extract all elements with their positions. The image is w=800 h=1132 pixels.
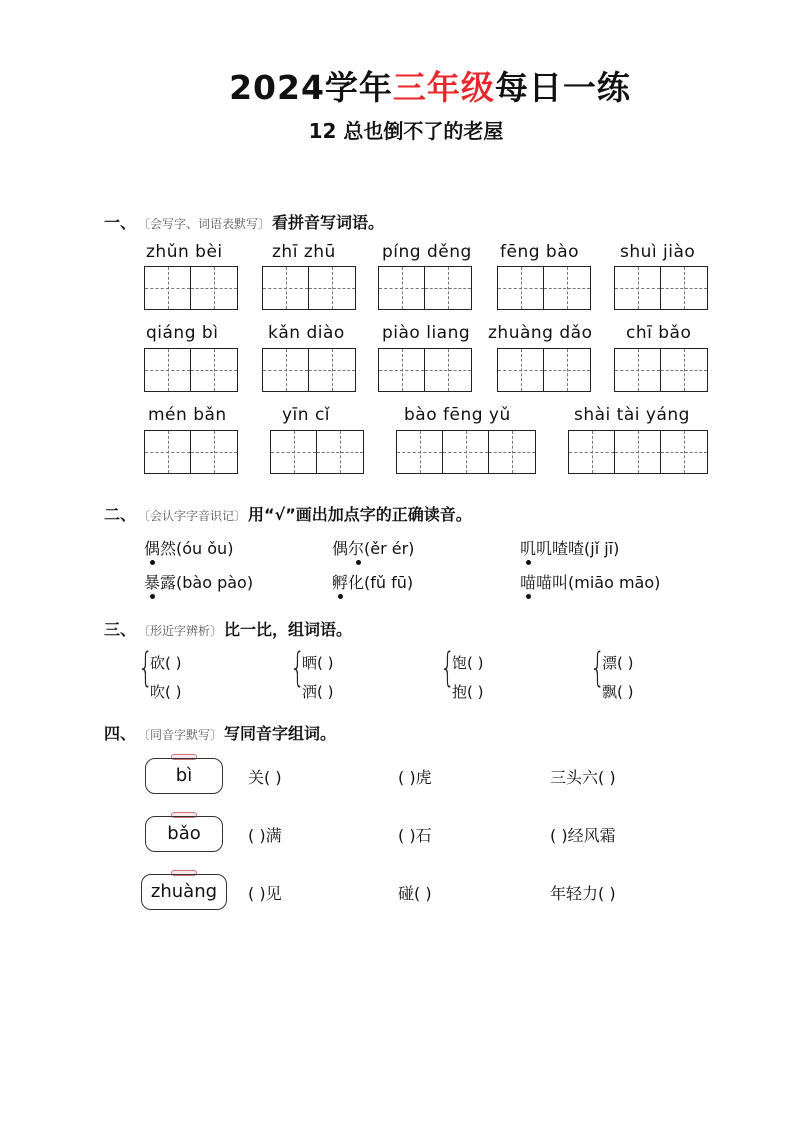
homophone-input[interactable]: ( )满	[248, 826, 282, 845]
section-4-instruction: 写同音字组词。	[224, 724, 337, 743]
pinyin-label: shài tài yáng	[574, 405, 690, 425]
pronunciation-item[interactable]: 暴露(bào pào)	[144, 573, 254, 592]
writing-grid[interactable]	[497, 348, 591, 392]
homophone-input[interactable]: ( )石	[398, 826, 432, 845]
homophone-input[interactable]: ( )见	[248, 884, 282, 903]
writing-grid[interactable]	[396, 430, 536, 474]
pinyin-box: zhuàng	[141, 874, 227, 910]
title-daily-practice: 每日一练	[494, 68, 631, 107]
pinyin-label: bào fēng yǔ	[404, 405, 511, 425]
homophone-input[interactable]: 关( )	[248, 768, 282, 787]
writing-grid[interactable]	[614, 266, 708, 310]
emphasis-dot	[150, 594, 155, 599]
section-3-tag: 〔形近字辨析〕	[138, 624, 223, 638]
compare-word-input[interactable]: 抱( )	[452, 683, 484, 701]
writing-grid[interactable]	[144, 266, 238, 310]
homophone-input[interactable]: 碰( )	[398, 884, 432, 903]
pronunciation-item[interactable]: 偶然(óu ǒu)	[144, 539, 234, 558]
writing-grid[interactable]	[497, 266, 591, 310]
writing-grid[interactable]	[144, 348, 238, 392]
writing-grid[interactable]	[378, 348, 472, 392]
section-3-number: 三、	[104, 620, 137, 639]
section-2-tag: 〔会认字字音识记〕	[138, 509, 247, 523]
pinyin-box: bǎo	[145, 816, 223, 852]
section-2-number: 二、	[104, 505, 137, 524]
compare-word-input[interactable]: 洒( )	[302, 683, 334, 701]
brace-icon: {	[590, 645, 606, 691]
writing-grid[interactable]	[378, 266, 472, 310]
writing-grid[interactable]	[262, 266, 356, 310]
pinyin-label: fēng bào	[500, 242, 580, 262]
pinyin-label: zhǔn bèi	[146, 242, 223, 262]
section-4-tag: 〔同音字默写〕	[138, 728, 223, 742]
pinyin-label: mén bǎn	[148, 405, 227, 425]
page-title	[0, 62, 800, 109]
homophone-input[interactable]: 年轻力( )	[550, 884, 616, 903]
compare-word-input[interactable]: 吹( )	[150, 683, 182, 701]
section-4-number: 四、	[104, 724, 137, 743]
brace-icon: {	[290, 645, 306, 691]
pinyin-label: zhuàng dǎo	[488, 323, 593, 343]
section-1-heading	[104, 210, 384, 233]
pinyin-label: zhī zhū	[272, 242, 336, 262]
title-grade: 三年级	[392, 68, 495, 107]
pinyin-label: piào liang	[382, 323, 471, 343]
pinyin-label: qiáng bì	[146, 323, 219, 343]
brace-icon: {	[440, 645, 456, 691]
writing-grid[interactable]	[614, 348, 708, 392]
section-3-heading	[104, 617, 352, 640]
pronunciation-item[interactable]: 孵化(fǔ fū)	[332, 573, 414, 592]
lesson-title: 12 总也倒不了的老屋	[308, 119, 504, 143]
pinyin-label: kǎn diào	[268, 323, 345, 343]
compare-word-input[interactable]: 漂( )	[602, 654, 634, 672]
emphasis-dot	[150, 560, 155, 565]
brace-icon: {	[138, 645, 154, 691]
pronunciation-item[interactable]: 喵喵叫(miāo māo)	[520, 573, 661, 592]
section-1-tag: 〔会写字、词语表默写〕	[138, 217, 271, 231]
writing-grid[interactable]	[270, 430, 364, 474]
writing-grid[interactable]	[568, 430, 708, 474]
section-2-instruction: 用“√”画出加点字的正确读音。	[248, 505, 472, 524]
emphasis-dot	[356, 560, 361, 565]
homophone-input[interactable]: 三头六( )	[550, 768, 616, 787]
pinyin-box: bì	[145, 758, 223, 794]
compare-word-input[interactable]: 砍( )	[150, 654, 182, 672]
pronunciation-item[interactable]: 叽叽喳喳(jǐ jī)	[520, 539, 620, 558]
homophone-input[interactable]: ( )虎	[398, 768, 432, 787]
section-2-heading	[104, 502, 472, 525]
writing-grid[interactable]	[144, 430, 238, 474]
section-1-instruction: 看拼音写词语。	[272, 213, 385, 232]
emphasis-dot	[526, 594, 531, 599]
section-4-heading	[104, 721, 336, 744]
writing-grid[interactable]	[262, 348, 356, 392]
homophone-input[interactable]: ( )经风霜	[550, 826, 616, 845]
section-3-instruction: 比一比，组词语。	[224, 620, 353, 639]
pinyin-label: chī bǎo	[626, 323, 692, 343]
pinyin-label: yīn cǐ	[282, 405, 331, 425]
title-year: 2024学年	[229, 68, 393, 107]
compare-word-input[interactable]: 晒( )	[302, 654, 334, 672]
compare-word-input[interactable]: 饱( )	[452, 654, 484, 672]
emphasis-dot	[526, 560, 531, 565]
pinyin-label: píng děng	[382, 242, 472, 262]
pinyin-label: shuì jiào	[620, 242, 696, 262]
pronunciation-item[interactable]: 偶尔(ěr ér)	[332, 539, 415, 558]
section-1-number: 一、	[104, 213, 137, 232]
compare-word-input[interactable]: 飘( )	[602, 683, 634, 701]
emphasis-dot	[338, 594, 343, 599]
